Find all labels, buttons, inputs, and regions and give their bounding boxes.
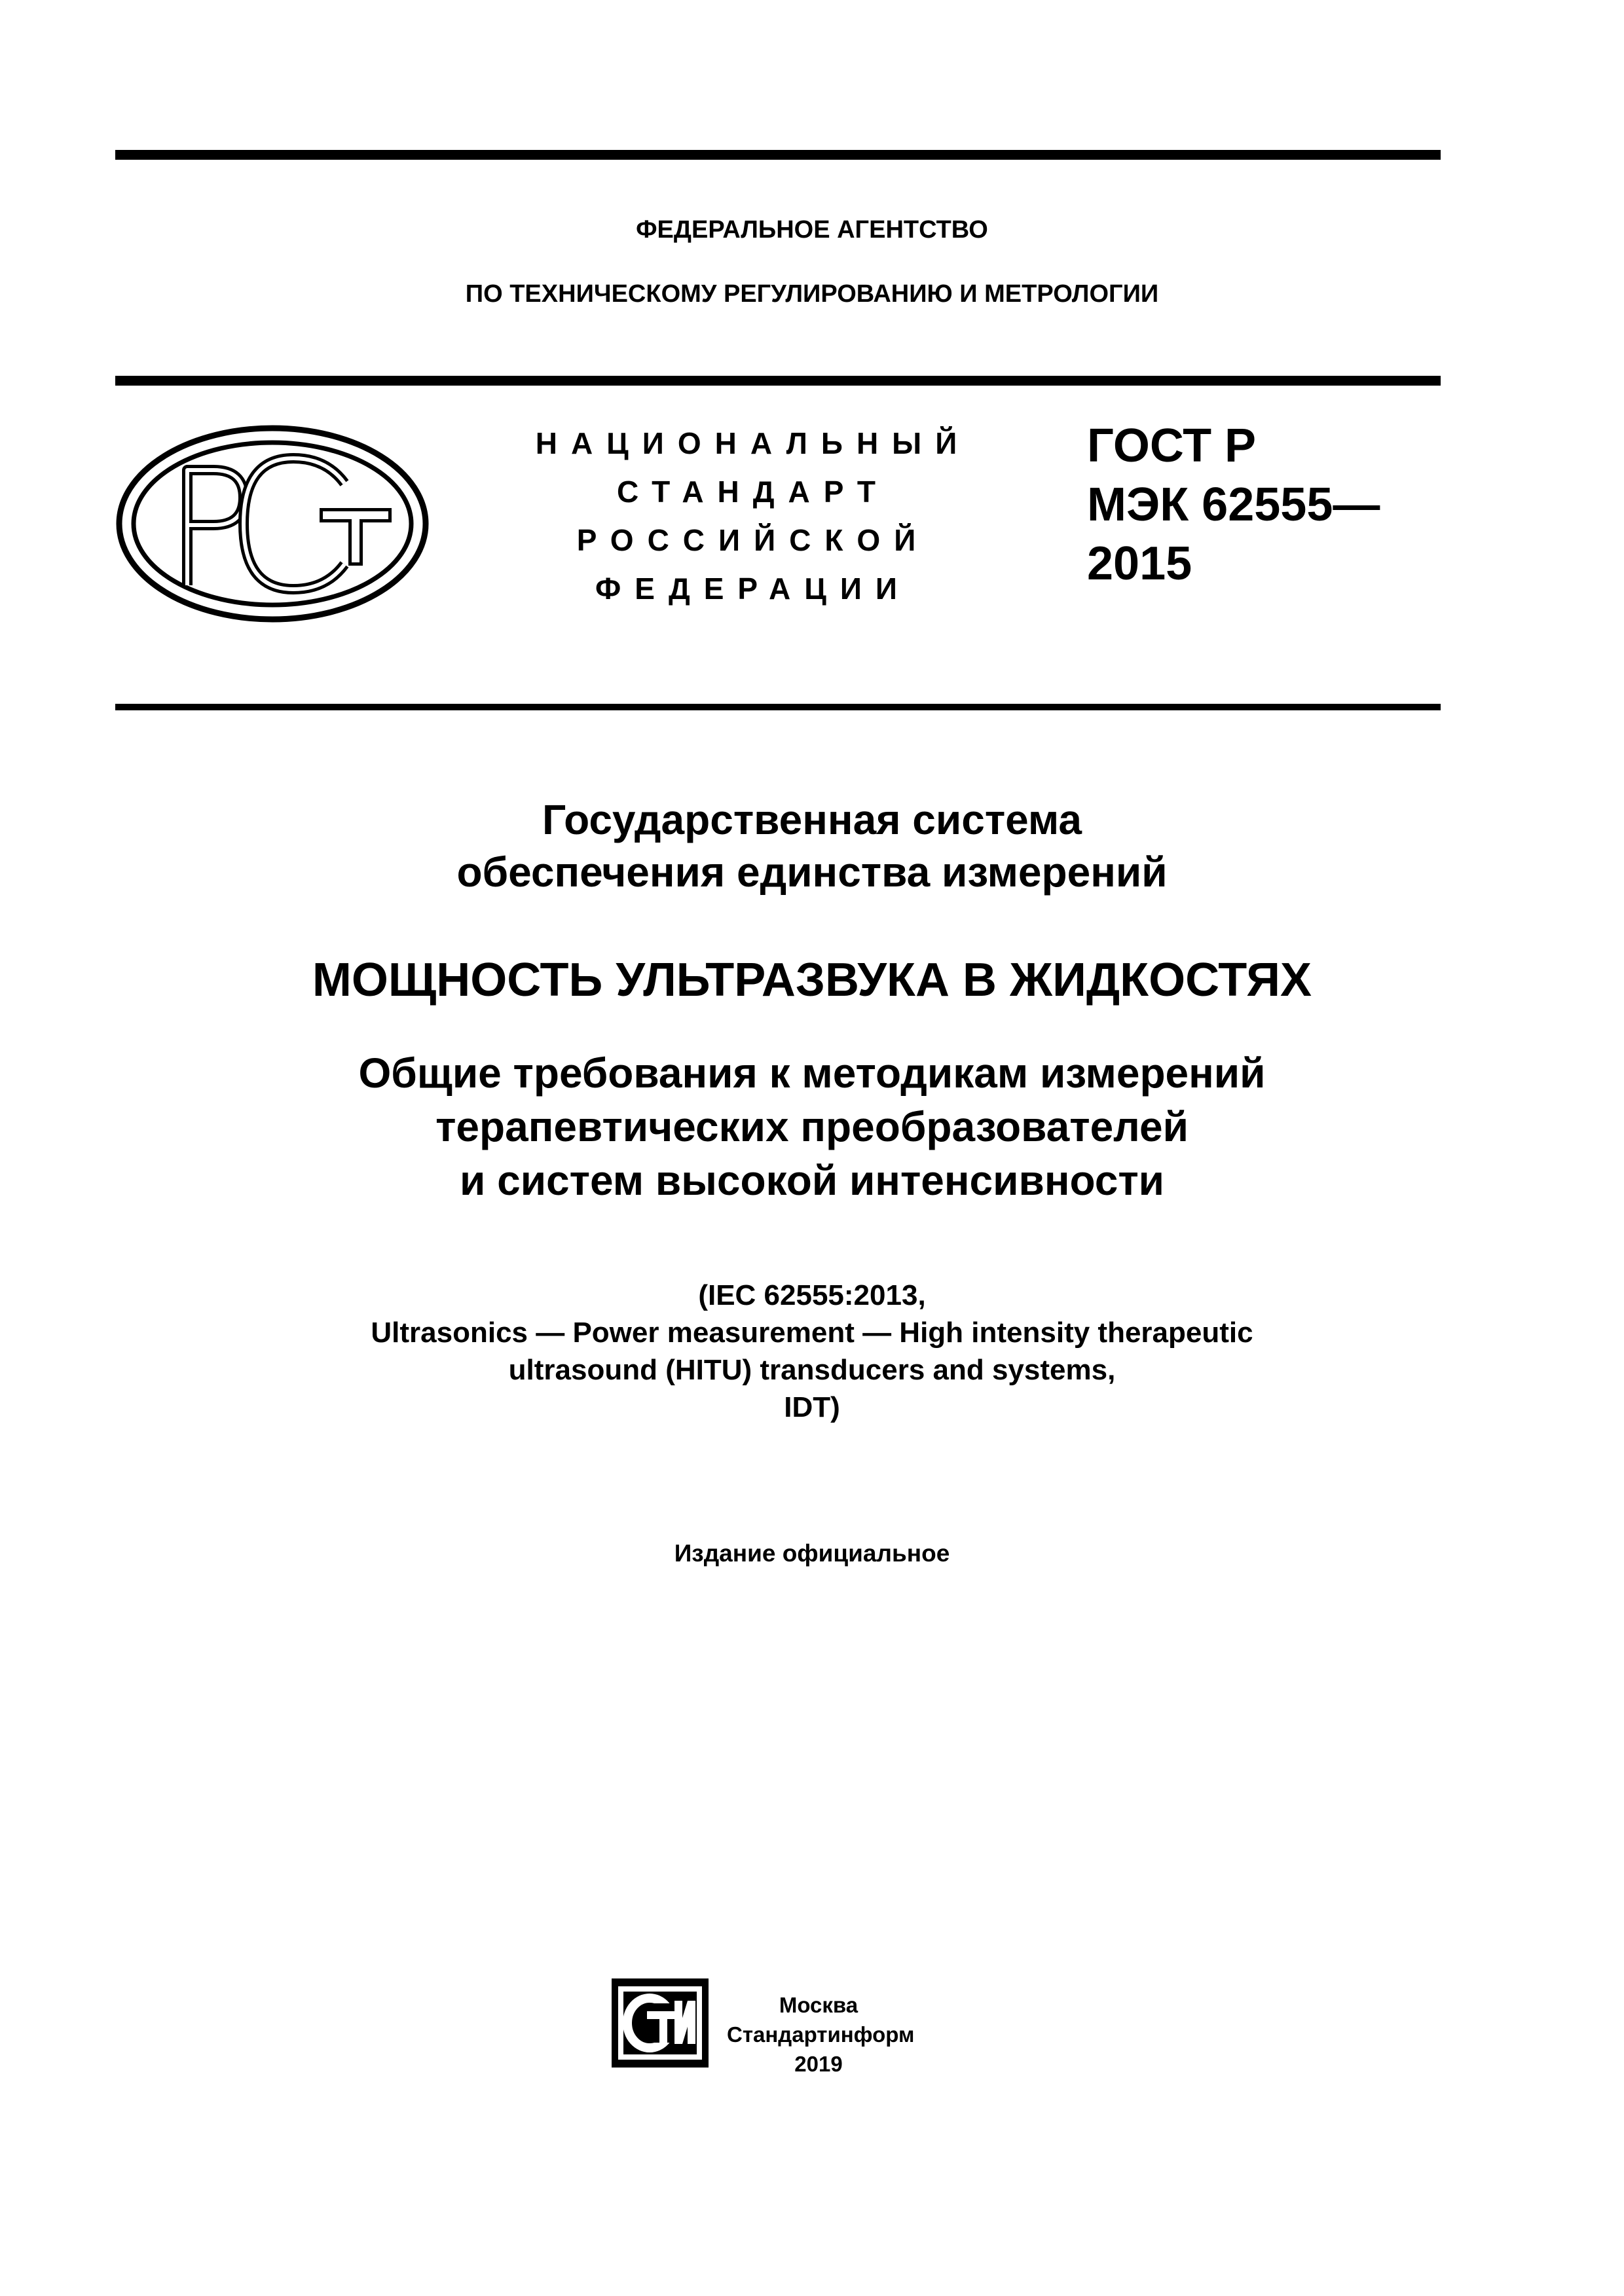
national-standard-line-1: НАЦИОНАЛЬНЫЙ bbox=[535, 426, 971, 460]
iec-reference-line-1: (IEC 62555:2013, bbox=[698, 1279, 926, 1311]
national-standard-label bbox=[517, 419, 989, 613]
sub-title-line-1: Общие требования к методикам измерений bbox=[358, 1049, 1266, 1097]
iec-reference-line-4: IDT) bbox=[784, 1391, 840, 1423]
national-standard-line-2: СТАНДАРТ bbox=[617, 475, 889, 509]
top-divider bbox=[115, 150, 1441, 160]
standard-designation bbox=[1087, 416, 1380, 593]
publisher-city: Москва bbox=[779, 1993, 858, 2017]
main-title: МОЩНОСТЬ УЛЬТРАЗВУКА В ЖИДКОСТЯХ bbox=[312, 954, 1312, 1006]
sub-title-line-2: терапевтических преобразователей bbox=[435, 1103, 1189, 1150]
standartinform-logo-icon bbox=[612, 1978, 709, 2068]
publisher-name: Стандартинформ bbox=[727, 2022, 915, 2047]
system-title-line-2: обеспечения единства измерений bbox=[456, 848, 1168, 896]
publisher-imprint bbox=[727, 1990, 915, 2079]
iec-reference-line-2: Ultrasonics — Power measurement — High intensity therapeutic bbox=[371, 1317, 1253, 1349]
designation-line-1: ГОСТ Р bbox=[1087, 420, 1257, 472]
agency-name-line-1: ФЕДЕРАЛЬНОЕ АГЕНТСТВО bbox=[636, 216, 988, 244]
designation-line-2: МЭК 62555— bbox=[1087, 479, 1380, 531]
publisher-year: 2019 bbox=[794, 2052, 843, 2076]
national-standard-line-4: ФЕДЕРАЦИИ bbox=[595, 572, 911, 606]
iec-reference bbox=[0, 1277, 1624, 1426]
sub-title-line-3: и систем высокой интенсивности bbox=[459, 1157, 1165, 1204]
header-divider bbox=[115, 376, 1441, 386]
sub-title bbox=[0, 1046, 1624, 1207]
masthead-bottom-divider bbox=[115, 704, 1441, 710]
system-title-line-1: Государственная система bbox=[542, 796, 1082, 843]
edition-label: Издание официальное bbox=[674, 1540, 950, 1567]
agency-name-line-2: ПО ТЕХНИЧЕСКОМУ РЕГУЛИРОВАНИЮ И МЕТРОЛОГИИ bbox=[465, 280, 1159, 308]
iec-reference-line-3: ultrasound (HITU) transducers and systems, bbox=[508, 1354, 1116, 1386]
rst-conformity-mark-icon bbox=[115, 424, 430, 623]
designation-line-3: 2015 bbox=[1087, 538, 1192, 590]
system-title bbox=[0, 793, 1624, 898]
national-standard-line-3: РОССИЙСКОЙ bbox=[576, 523, 930, 557]
